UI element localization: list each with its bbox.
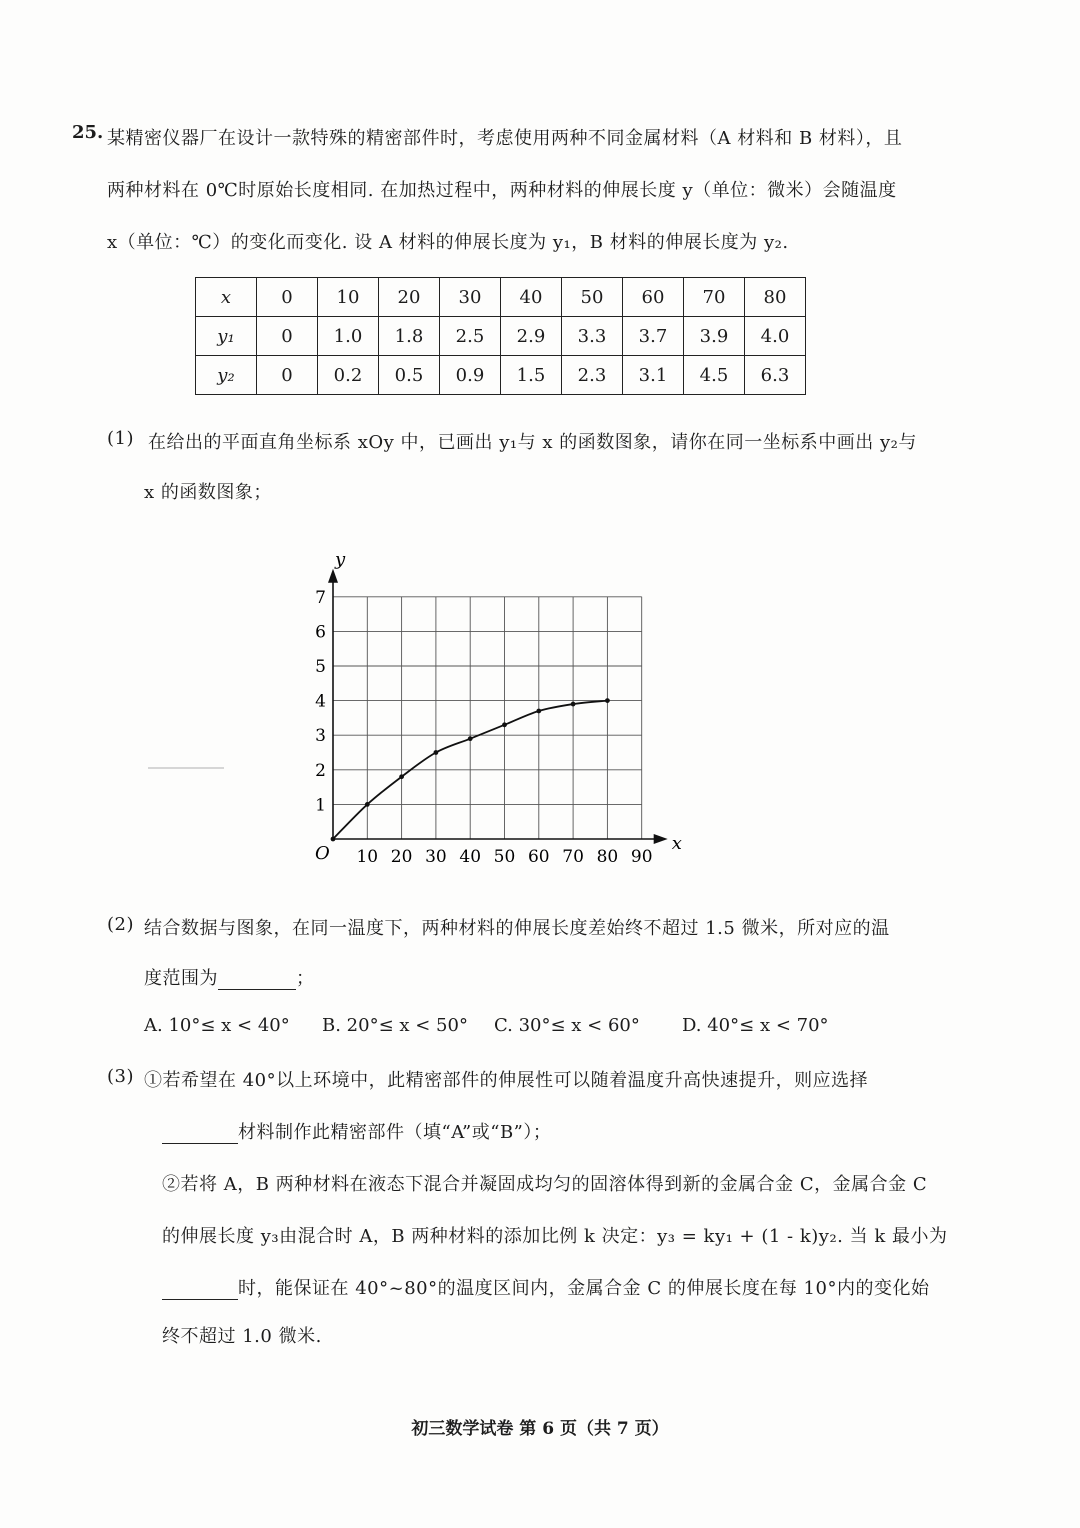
part2-line-2: 度范围为 — [144, 968, 218, 989]
series-y1-point — [468, 736, 473, 741]
part3-sub2-line-2: 的伸展长度 y₃由混合时 A，B 两种材料的添加比例 k 决定：y₃ = ky₁ + (1 - k)y₂. 当 k 最小为 — [162, 1226, 948, 1247]
x-tick-label: 60 — [527, 847, 550, 867]
data-table — [195, 277, 806, 395]
y-tick-label: 2 — [315, 760, 326, 781]
table-cell: 80 — [745, 278, 806, 317]
origin-label: O — [315, 843, 330, 864]
intro-line-3: x（单位：℃）的变化而变化. 设 A 材料的伸展长度为 y₁，B 材料的伸展长度为 y₂. — [107, 232, 789, 253]
part3-sub2-line-4: 终不超过 1.0 微米. — [162, 1326, 322, 1347]
part2-after-blank: ； — [296, 968, 315, 989]
table-row-y1 — [196, 317, 806, 356]
y-tick-label: 6 — [315, 622, 326, 643]
chart-axes — [315, 549, 682, 864]
part3-sub2-line-1: ②若将 A，B 两种材料在液态下混合并凝固成均匀的固溶体得到新的金属合金 C，金属合金 C — [162, 1174, 928, 1195]
series-y1-point — [502, 722, 507, 727]
table-row-y2 — [196, 356, 806, 395]
y-tick-label: 1 — [315, 795, 326, 816]
part1-label: (1) — [107, 428, 134, 449]
series-y1-point — [331, 837, 336, 842]
table-cell: 0 — [257, 356, 318, 395]
x-tick-label: 90 — [630, 847, 653, 867]
table-cell: 2.9 — [501, 317, 562, 356]
table-cell: 0.5 — [379, 356, 440, 395]
table-cell: 4.5 — [684, 356, 745, 395]
table-header-y2: y₂ — [196, 356, 257, 395]
x-tick-label: 70 — [562, 847, 584, 867]
table-cell: 3.3 — [562, 317, 623, 356]
table-row-x — [196, 278, 806, 317]
y-tick-label: 5 — [315, 657, 326, 677]
table-cell: 2.5 — [440, 317, 501, 356]
scan-smudge — [148, 767, 224, 769]
series-y1-point — [399, 774, 404, 779]
table-cell: 60 — [623, 278, 684, 317]
intro-line-1: 某精密仪器厂在设计一款特殊的精密部件时，考虑使用两种不同金属材料（A 材料和 B 材料），且 — [107, 128, 903, 149]
table-cell: 1.8 — [379, 317, 440, 356]
chart-ticks — [315, 588, 652, 867]
x-axis-arrow — [654, 834, 668, 844]
table-header-x: x — [196, 278, 257, 317]
y-tick-label: 4 — [315, 691, 326, 712]
part2-answer-blank[interactable] — [218, 971, 296, 990]
series-y1-point — [365, 802, 370, 807]
y-axis-arrow — [328, 569, 338, 583]
part3-sub1-line-2: 材料制作此精密部件（填“A”或“B”）； — [238, 1122, 552, 1143]
table-cell: 0 — [257, 278, 318, 317]
y-axis-label: y — [335, 548, 346, 570]
option-b: B. 20°≤ x < 50° — [322, 1015, 468, 1036]
part3-sub2-line-3-wrap — [162, 1274, 929, 1300]
table-cell: 50 — [562, 278, 623, 317]
table-cell: 3.7 — [623, 317, 684, 356]
part3-sub1-line-1: ①若希望在 40°以上环境中，此精密部件的伸展性可以随着温度升高快速提升，则应选择 — [144, 1070, 869, 1091]
option-a: A. 10°≤ x < 40° — [144, 1015, 290, 1036]
part3-sub2-answer-blank[interactable] — [162, 1281, 238, 1300]
table-cell: 1.0 — [318, 317, 379, 356]
table-cell: 0 — [257, 317, 318, 356]
x-tick-label: 20 — [390, 847, 413, 867]
part3-label: (3) — [107, 1066, 134, 1087]
table-cell: 20 — [379, 278, 440, 317]
table-cell: 70 — [684, 278, 745, 317]
table-cell: 0.9 — [440, 356, 501, 395]
table-cell: 0.2 — [318, 356, 379, 395]
x-axis-label: x — [671, 833, 682, 854]
x-tick-label: 30 — [425, 847, 447, 867]
table-cell: 2.3 — [562, 356, 623, 395]
intro-line-2: 两种材料在 0℃时原始长度相同. 在加热过程中，两种材料的伸展长度 y（单位：微米）会随温度 — [107, 180, 897, 201]
part3-sub1-answer-blank[interactable] — [162, 1125, 238, 1144]
part3-sub1-line-2-wrap — [162, 1118, 551, 1144]
coordinate-chart — [300, 545, 700, 885]
x-tick-label: 50 — [493, 847, 516, 867]
question-number: 25. — [72, 122, 104, 143]
table-cell: 4.0 — [745, 317, 806, 356]
y-tick-label: 3 — [315, 726, 326, 747]
chart-grid — [333, 597, 642, 839]
x-tick-label: 10 — [356, 847, 379, 867]
table-header-y1: y₁ — [196, 317, 257, 356]
y-tick-label: 7 — [315, 587, 326, 608]
part2-label: (2) — [107, 914, 134, 935]
part2-line-2-wrap — [144, 964, 315, 990]
x-tick-label: 80 — [596, 847, 619, 867]
option-c: C. 30°≤ x < 60° — [494, 1015, 640, 1036]
series-y1-point — [605, 698, 610, 703]
option-d: D. 40°≤ x < 70° — [682, 1015, 829, 1036]
part3-sub2-line-3: 时，能保证在 40°~80°的温度区间内，金属合金 C 的伸展长度在每 10°内的变化始 — [238, 1278, 930, 1299]
page-footer: 初三数学试卷 第 6 页（共 7 页） — [411, 1419, 669, 1439]
x-tick-label: 40 — [459, 847, 482, 867]
series-y1-point — [536, 709, 541, 714]
table-cell: 30 — [440, 278, 501, 317]
part1-line-1: 在给出的平面直角坐标系 xOy 中，已画出 y₁与 x 的函数图象，请你在同一坐标系中画出 y₂与 — [148, 432, 917, 453]
table-cell: 3.9 — [684, 317, 745, 356]
series-y1-point — [434, 750, 439, 755]
table-cell: 6.3 — [745, 356, 806, 395]
part1-line-2: x 的函数图象； — [144, 482, 272, 503]
part2-line-1: 结合数据与图象，在同一温度下，两种材料的伸展长度差始终不超过 1.5 微米，所对应的温 — [144, 918, 890, 939]
table-cell: 10 — [318, 278, 379, 317]
table-cell: 40 — [501, 278, 562, 317]
table-cell: 1.5 — [501, 356, 562, 395]
series-y1-point — [571, 702, 576, 707]
table-cell: 3.1 — [623, 356, 684, 395]
